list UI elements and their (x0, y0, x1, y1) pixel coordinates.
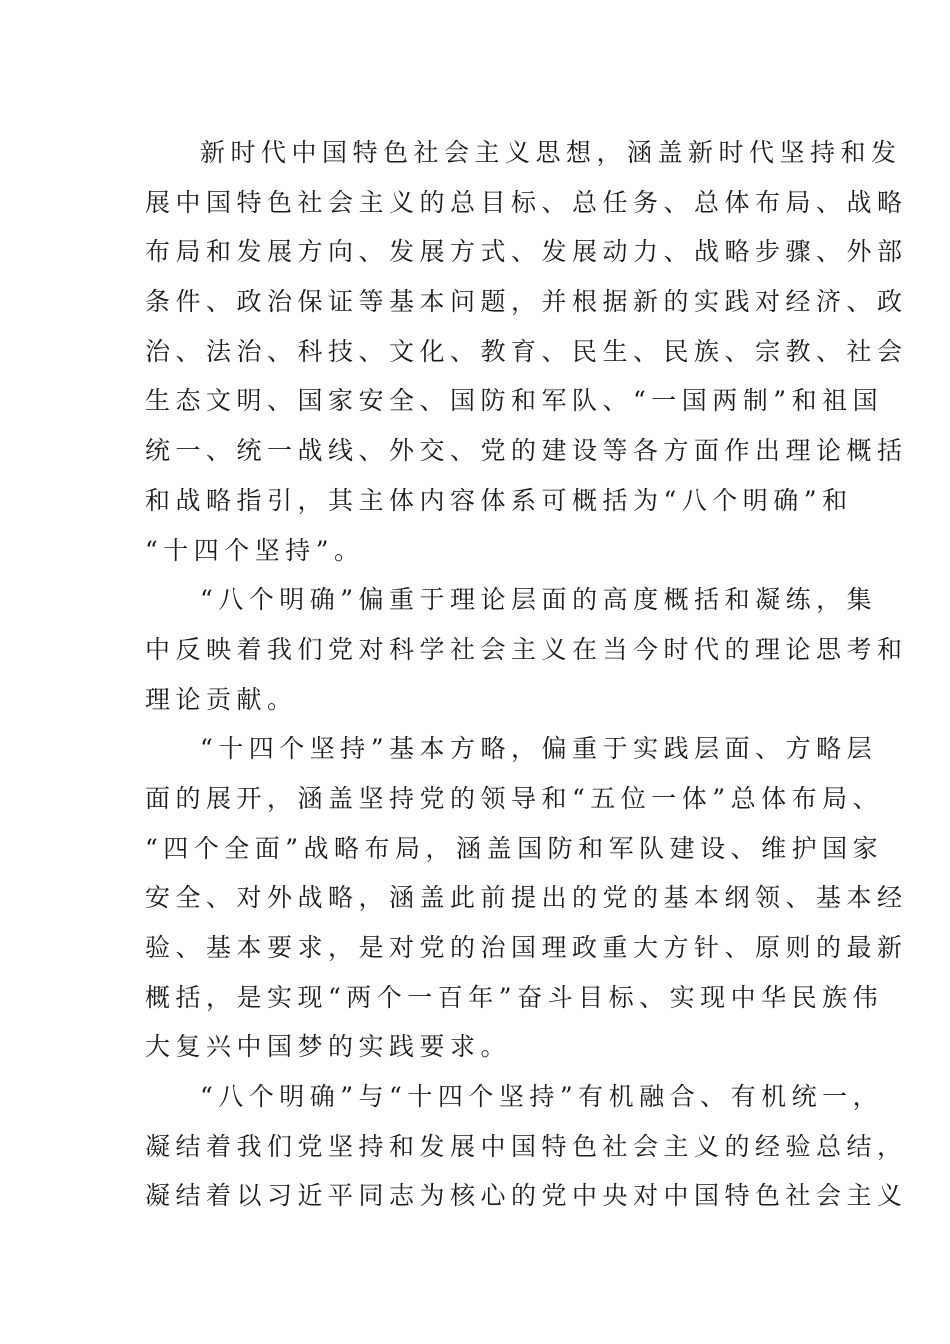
text-line: “十四个坚持”。 (145, 535, 365, 565)
text-line: 和战略指引，其主体内容体系可概括为“八个明确”和 (145, 485, 853, 515)
text-line: 展中国特色社会主义的总目标、总任务、总体布局、战略 (145, 187, 908, 217)
text-line: 安全、对外战略，涵盖此前提出的党的基本纲领、基本经 (145, 883, 908, 913)
text-line: 概括，是实现“两个一百年”奋斗目标、实现中华民族伟 (145, 982, 884, 1012)
text-line: “八个明确”偏重于理论层面的高度概括和凝练，集 (200, 585, 878, 615)
text-line: “八个明确”与“十四个坚持”有机融合、有机统一， (200, 1082, 884, 1112)
text-line: 统一、统一战线、外交、党的建设等各方面作出理论概括 (145, 436, 908, 466)
text-line: 治、法治、科技、文化、教育、民生、民族、宗教、社会 (145, 336, 908, 366)
text-line: 布局和发展方向、发展方式、发展动力、战略步骤、外部 (145, 237, 908, 267)
text-line: 新时代中国特色社会主义思想，涵盖新时代坚持和发 (200, 138, 902, 167)
text-line: 面的展开，涵盖坚持党的领导和“五位一体”总体布局、 (145, 783, 884, 813)
text-line: 理论贡献。 (145, 684, 298, 714)
text-line: “十四个坚持”基本方略，偏重于实践层面、方略层 (200, 734, 878, 764)
text-line: 验、基本要求，是对党的治国理政重大方针、原则的最新 (145, 933, 908, 962)
text-line: 条件、政治保证等基本问题，并根据新的实践对经济、政 (145, 287, 908, 317)
text-line: 生态文明、国家安全、国防和军队、“一国两制”和祖国 (145, 386, 884, 416)
text-line: 中反映着我们党对科学社会主义在当今时代的理论思考和 (145, 634, 908, 664)
text-line: 凝结着以习近平同志为核心的党中央对中国特色社会主义 (145, 1181, 908, 1211)
text-line: “四个全面”战略布局，涵盖国防和军队建设、维护国家 (145, 833, 884, 863)
body-text (145, 128, 908, 1221)
text-line: 大复兴中国梦的实践要求。 (145, 1032, 512, 1062)
text-line: 凝结着我们党坚持和发展中国特色社会主义的经验总结， (145, 1131, 908, 1161)
